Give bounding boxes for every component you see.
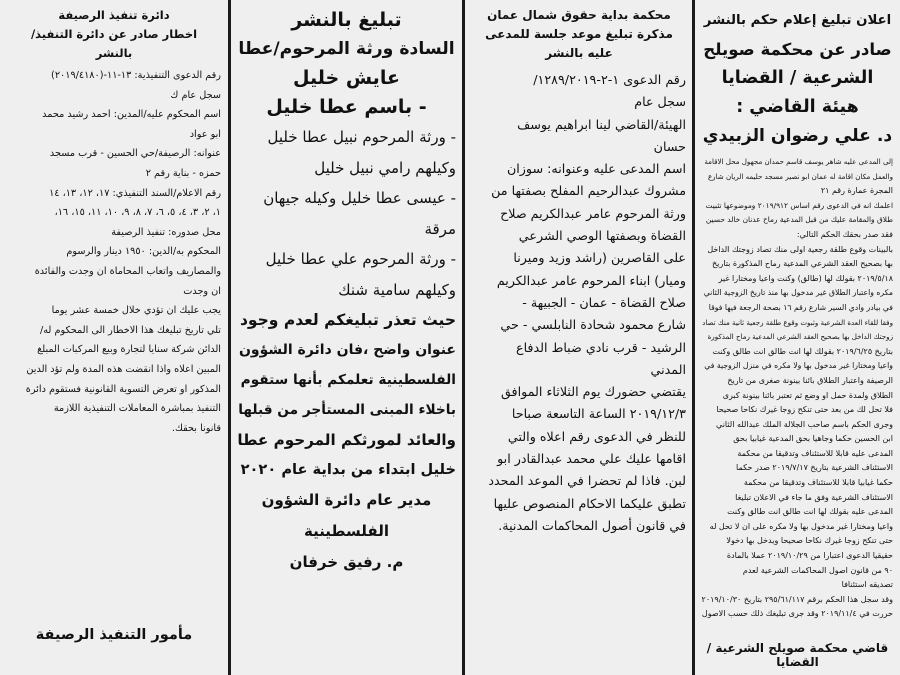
body-line: المحكوم به/الدين: ١٩٥٠ دينار والرسوم [66,246,221,258]
body-line: تطبق عليكما الاحكام المنصوص عليها [493,495,686,511]
body-line: ١، ٢، ٣، ٤، ٥، ٦، ٧، ٨، ٩، ١٠، ١١، ١٥، ١٦، [54,207,221,219]
notice-body [237,305,456,485]
body-line: وميار) ابناء المرحوم عامر عبدالكريم [496,272,686,288]
heir-line: - ورثة المرحوم نبيل عطا خليل [267,128,456,146]
body-line: ابو عواد [189,128,221,140]
heading-line: بالنشر [95,46,133,60]
body-line: وفقا للقاء العدة الشرعية وثبوت وقوع طلقة رجعية ثانية منك تصاد [702,317,893,327]
notice-title [702,6,893,151]
heading-line: محكمة بداية حقوق شمال عمان [487,8,671,22]
notice-body [702,155,893,622]
body-line: المدعى عليه بقولك لها انت طالق انت طالق وكنت [727,507,893,517]
body-line: حكما غيابيا قابلا للاستئناف وتدقيقا من محكمة [743,478,893,488]
body-line: حسان [653,138,686,154]
body-line: رقم الدعوى ١-٢-١٢٨٩/٢٠١٩/ [533,72,686,87]
notice-column-north-amman-court [465,0,693,675]
heir-line: وكيلهم رامي نبيل خليل [314,158,456,177]
body-line: محل صدوره: تنفيذ الرصيفة [111,226,221,238]
body-line: الهيئة/القاضي لينا ابراهيم يوسف [517,116,686,132]
body-line: الاستئناف الشرعية بتاريخ ٢٠١٩/٧/١٧ صدر حكما [736,463,893,473]
body-line: حقيقيا الدعوى اعتبارا من ٢٠١٩/١٠/٢٩ عملا بالمادة [726,551,893,561]
body-line: اقامها عليك علي محمد عبدالقادر ابو [497,451,686,467]
body-line: حتى تنكح زوجا غيرك نكاحا صحيحا ويدخل بها دخولا [726,536,893,546]
body-line: فقد صدر بحقك الحكم التالي: [796,229,893,239]
body-line: حمزه - بناية رقم ٢ [145,167,221,179]
body-line: عنوانه: الرصيفة/حي الحسين - قرب مسجد [49,148,221,160]
body-line: عنوان واضح ،فان دائرة الشؤون [238,342,456,358]
body-line: مشروك عبدالرحيم المفلح بصفتها من [491,183,686,199]
title-line: هيئة القاضي : [736,97,859,117]
body-line: زوجتك الداخل بها بصحيح العقد الشرعي المدعية رماح المذكورة [707,332,893,342]
body-line: الفلسطينية تعلمكم بأنها ستقوم [240,372,456,388]
body-line: الرشيد - قرب نادي ضباط الدفاع [516,339,686,355]
body-line: تلي تاريخ تبليغك هذا الاخطار الى المحكوم له/ [39,324,221,336]
body-line: يجب عليك ان تؤدي خلال خمسة عشر يوما [51,305,221,317]
title-line: تبليغ بالنشر [291,9,402,31]
body-line: خليل ابتداء من بداية عام ٢٠٢٠ [240,461,456,478]
body-line: واعيا ومختارا غير مدخول بها ولا مكره على ان لا تحل له [709,521,893,531]
heir-line: - عيسى عطا خليل وكيله جيهان [263,189,456,207]
body-line: باخلاء المبنى المستأجر من قبلها [238,402,456,418]
body-line: اعلمك انه في الدعوى رقم اساس ٢٠١٩/٩١٢ وموضوعها تثبيت [705,200,893,210]
body-line: وقد سجل هذا الحكم برقم ٢٩٥/٦١/١١٧ بتاريخ ٢٠١٩/١٠/٣٠ [701,594,893,604]
notice-column-russeifa-execution [0,0,228,675]
notice-column-palestinian-affairs [230,0,463,675]
body-line: لبن. فاذا لم تحضرا في الموعد المحدد [488,473,686,489]
title-line: الشرعية / القضايا [721,68,874,88]
body-line: في قانون أصول المحاكمات المدنية. [498,517,686,533]
title-line: السادة ورثة المرحوم/عطا [238,39,455,59]
notice-heading [7,6,221,63]
heir-line: مرقة [424,219,456,238]
heading-line: اخطار صادر عن دائرة التنفيذ/ [30,27,198,41]
signature-line: م. رفيق خرفان [289,553,404,571]
body-line: ٢٠١٩/٥/١٨ بقولك لها (طالق) وكنت واعيا ومختارا غير [718,273,893,283]
judge-name: د. علي رضوان الزبيدي [702,126,893,146]
body-line: الطلاق ولمدة حمل او وضع ثم تعتبر بائنا بينونة كبرى [722,390,893,400]
notice-signature: مأمور التنفيذ الرصيفة [35,627,193,643]
body-line: القضاة وبصفتها الوصي الشرعي [518,228,686,244]
body-line: الدائن شركة سنايا لتجارة وبيع المركبات المبلغ [37,344,221,356]
column-divider [228,0,231,675]
body-line: سجل عام ك [170,89,221,101]
notice-heading [472,6,686,63]
body-line: ان وجدت [183,285,221,297]
body-line: إلى المدعى عليه شاهر يوسف قاسم حمدان مجهول محل الاقامة [704,157,893,166]
heading-line: دائرة تنفيذ الرصيفة [58,8,170,22]
body-line: رقم الدعوى التنفيذية: ١٣-١١-(٢٠١٩/٤١٨٠) [51,70,221,81]
body-line: المدعى عليه قابلا للاستئناف وتدقيقا من محكمة [737,448,893,458]
body-line: ابن الحسين حكما وجاهيا بحق المدعية غيابيا بحق [733,434,893,444]
signature-line: الفلسطينية [303,522,390,540]
body-line: بتاريخ ٢٠١٩/٦/٢٥ بقولك لها انت طالق انت طالق وكنت [712,346,893,356]
body-line: التنفيذ بمباشرة المعاملات التنفيذية اللازمة [53,403,221,415]
body-line: والعائد لمورثكم المرحوم عطا [237,431,456,449]
heir-line: - ورثة المرحوم علي عطا خليل [265,250,456,268]
body-line: واعيا ومختارا غير مدخول بها ولا مكره في منزل الزوجية في [704,361,893,371]
body-line: يقتضي حضورك يوم الثلاثاء الموافق [500,384,686,400]
body-line: للنظر في الدعوى رقم اعلاه والتي [507,428,686,444]
body-line: الرصيفة واعتبار الطلاق بائنا بينونة صغرى من تاريخ [727,375,893,385]
title-line: اعلان تبليغ إعلام حكم بالنشر [703,13,892,28]
body-line: حررت في ٢٠١٩/١١/٤ وقد جرى تبليغك ذلك حسب الاصول [701,609,893,619]
title-line: - باسم عطا خليل [266,96,427,118]
body-line: المجرة عمارة رقم ٢١ [820,186,893,196]
notice-signature: قاضي محكمة صويلح الشرعية / القضايا [706,641,889,669]
heading-line: مذكرة تبليغ موعد جلسة للمدعى [485,27,673,41]
body-line: ورثة المرحوم عامر عبدالكريم صلاح [500,205,686,221]
body-line: اسم المحكوم عليه/المدين: احمد رشيد محمد [42,109,221,121]
body-line: اسم المدعى عليه وعنوانه: سوزان [506,161,686,177]
body-line: طلاق والمقامة عليك من قبل المدعية رماح عدنان خالد حسين [705,215,893,225]
body-line: رقم الاعلام/السند التنفيذي: ١٧، ١٢، ١٣، ١٤ [49,187,221,199]
notice-title [237,6,456,122]
body-line: حيث تعذر تبليغكم لعدم وجود [239,311,456,329]
notice-body [472,69,686,537]
body-line: قانونا بحقك. [171,422,221,434]
body-line: فلا تحل لك من بعد حتى تنكح زوجا غيرك نكاحا صحيحا [716,405,893,415]
body-line: تصديقه استئنافا [841,580,893,590]
title-line: عايش خليل [293,67,400,89]
body-line: والمصاريف واتعاب المحاماة ان وجدت والفائدة [34,265,221,277]
body-line: المبين اعلاه واذا انقضت هذه المدة ولم تؤد الدين [26,363,221,375]
body-line: في بيادر وادي السير شارع رقم ١٦ بصحة الرجعة فيها فوقا [708,302,893,312]
body-line: مكره واعتبار الطلاق غير مدخول بها منذ تاريخ الزوجية الثاني [703,288,893,298]
notice-body [7,66,221,438]
body-line: على القاصرين (راشد وزيد وميرنا [513,250,686,266]
body-line: سجل عام [634,94,686,110]
body-line: صلاح القضاة - عمان - الجبيهة - [522,294,686,310]
heirs-list [237,122,456,305]
notice-column-sweileh-court [695,0,900,675]
body-line: ٩٠ من قانون اصول المحاكمات الشرعية لعدم [742,565,893,575]
body-line: الاستئناف الشرعية وفق ما جاء في الاعلان تبليغا [735,492,893,502]
body-line: المدني [650,361,686,377]
signature-line: مدير عام دائرة الشؤون [261,491,432,509]
heading-line: عليه بالنشر [545,46,613,60]
body-line: بها بصحيح العقد الشرعي المدعية رماح المذكورة بتاريخ [712,259,893,269]
notice-signature [237,485,456,578]
body-line: المذكور او تعرض التسوية القانونية فستقوم دائرة [25,383,221,395]
body-line: شارع محمود شحادة النابلسي - حي [500,317,686,333]
body-line: والعمل مكان اقامة له عمان ابو نصير مسجد حليمه الريان شارع [707,171,893,181]
body-line: بالبينات وقوع طلقة رجعية اولى منك تصاد زوجتك الداخل [707,244,893,254]
body-line: ٢٠١٩/١٢/٣ الساعة التاسعة صباحا [511,406,686,422]
body-line: وجرى الحكم باسم صاحب الجلالة الملك عبدالله الثاني [716,419,893,429]
title-line: صادر عن محكمة صويلح [703,40,892,59]
heir-line: وكيلهم سامية شنك [338,280,456,299]
